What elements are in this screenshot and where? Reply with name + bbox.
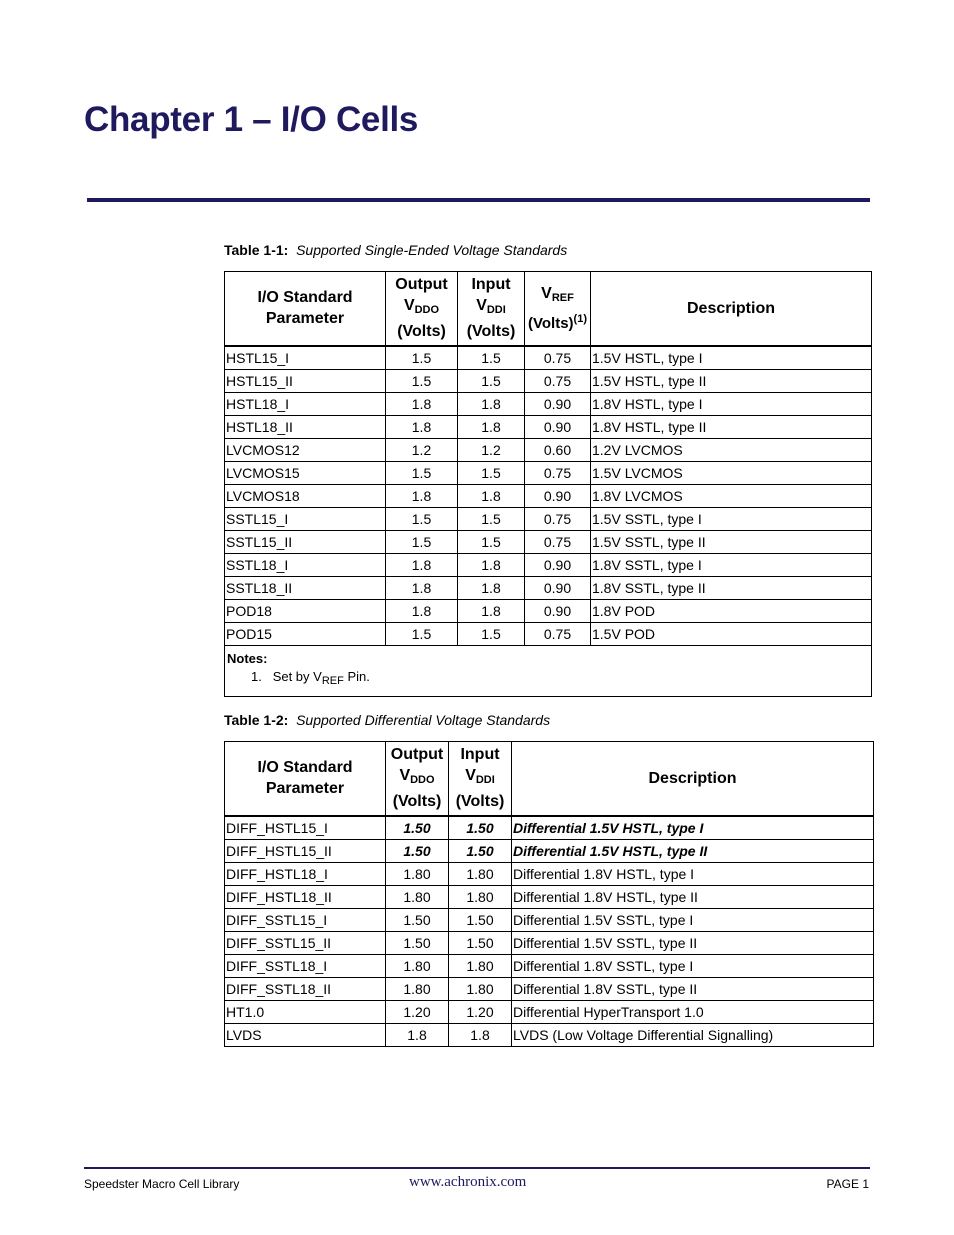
cell-input-vddi: 1.5: [458, 346, 525, 370]
cell-description: LVDS (Low Voltage Differential Signalling): [512, 1023, 874, 1046]
cell-description: 1.5V SSTL, type II: [591, 530, 872, 553]
footnote-ref: (1): [573, 312, 587, 325]
cell-input-vddi: 1.5: [458, 461, 525, 484]
cell-input-vddi: 1.50: [449, 931, 512, 954]
footer-page-number: PAGE 1: [826, 1177, 869, 1191]
cell-parameter: DIFF_HSTL15_I: [225, 816, 386, 840]
cell-input-vddi: 1.8: [458, 415, 525, 438]
cell-input-vddi: 1.2: [458, 438, 525, 461]
table2-header-description: Description: [512, 742, 874, 816]
cell-parameter: SSTL15_II: [225, 530, 386, 553]
cell-parameter: DIFF_HSTL18_II: [225, 885, 386, 908]
cell-parameter: LVCMOS18: [225, 484, 386, 507]
cell-parameter: HSTL15_II: [225, 369, 386, 392]
cell-input-vddi: 1.5: [458, 369, 525, 392]
cell-vref: 0.75: [525, 507, 591, 530]
cell-input-vddi: 1.8: [458, 392, 525, 415]
header-text: Parameter: [265, 780, 345, 798]
cell-description: 1.8V HSTL, type II: [591, 415, 872, 438]
header-subscript: DDI: [475, 774, 495, 787]
cell-output-vddo: 1.5: [386, 622, 458, 645]
header-text: (Volts): [397, 323, 446, 341]
cell-parameter: HSTL15_I: [225, 346, 386, 370]
header-text: Parameter: [265, 310, 345, 328]
differential-table: [224, 741, 874, 1047]
cell-description: 1.8V POD: [591, 599, 872, 622]
cell-description: Differential 1.8V SSTL, type I: [512, 954, 874, 977]
table-row: [225, 461, 872, 484]
table-row: [225, 954, 874, 977]
cell-description: Differential 1.8V HSTL, type II: [512, 885, 874, 908]
cell-parameter: POD15: [225, 622, 386, 645]
cell-description: Differential HyperTransport 1.0: [512, 1000, 874, 1023]
cell-description: 1.5V SSTL, type I: [591, 507, 872, 530]
cell-vref: 0.75: [525, 622, 591, 645]
cell-vref: 0.75: [525, 369, 591, 392]
table1-caption-text: Supported Single-Ended Voltage Standards: [296, 242, 568, 258]
table1-header-param: [225, 272, 386, 346]
header-text: [449, 765, 511, 791]
cell-vref: 0.90: [525, 484, 591, 507]
table2-header-param: [225, 742, 386, 816]
table1-header-vref: [525, 272, 591, 346]
cell-vref: 0.60: [525, 438, 591, 461]
header-text: I/O Standard: [257, 759, 353, 777]
cell-description: 1.8V SSTL, type I: [591, 553, 872, 576]
header-text: V: [541, 284, 552, 302]
cell-description: Differential 1.5V HSTL, type I: [512, 816, 874, 840]
cell-input-vddi: 1.8: [458, 553, 525, 576]
table-row: [225, 931, 874, 954]
cell-input-vddi: 1.8: [458, 484, 525, 507]
header-text: V: [403, 297, 415, 315]
cell-parameter: SSTL18_I: [225, 553, 386, 576]
cell-parameter: DIFF_HSTL18_I: [225, 862, 386, 885]
header-text: V: [476, 297, 487, 315]
title-divider: [87, 198, 870, 202]
cell-input-vddi: 1.8: [458, 576, 525, 599]
header-text: (Volts): [527, 314, 574, 332]
table-row: [225, 392, 872, 415]
cell-vref: 0.75: [525, 530, 591, 553]
cell-input-vddi: 1.5: [458, 507, 525, 530]
cell-input-vddi: 1.50: [449, 908, 512, 931]
table-row: [225, 839, 874, 862]
table1-header-description: Description: [591, 272, 872, 346]
cell-output-vddo: 1.8: [386, 484, 458, 507]
header-text: [525, 309, 590, 334]
notes-title: Notes:: [227, 650, 268, 666]
header-text: [525, 283, 590, 309]
table-row: [225, 977, 874, 1000]
table-row: [225, 553, 872, 576]
footer-divider: [84, 1167, 870, 1169]
table-row: [225, 862, 874, 885]
cell-output-vddo: 1.50: [386, 908, 449, 931]
header-text: V: [465, 767, 476, 785]
table-row: [225, 908, 874, 931]
cell-description: 1.8V SSTL, type II: [591, 576, 872, 599]
header-subscript: REF: [551, 291, 574, 304]
table2-header-input: [449, 742, 512, 816]
table2-header-output: [386, 742, 449, 816]
table-row: [225, 1023, 874, 1046]
cell-parameter: HT1.0: [225, 1000, 386, 1023]
cell-description: 1.2V LVCMOS: [591, 438, 872, 461]
table2-caption: [224, 712, 550, 728]
cell-vref: 0.90: [525, 576, 591, 599]
table-row: [225, 530, 872, 553]
cell-input-vddi: 1.5: [458, 622, 525, 645]
table-row: [225, 369, 872, 392]
cell-description: 1.5V POD: [591, 622, 872, 645]
cell-input-vddi: 1.80: [449, 885, 512, 908]
footer-doc-title: Speedster Macro Cell Library: [84, 1177, 240, 1191]
table1-header-row: [225, 272, 872, 346]
cell-description: Differential 1.5V HSTL, type II: [512, 839, 874, 862]
cell-output-vddo: 1.8: [386, 415, 458, 438]
cell-output-vddo: 1.5: [386, 507, 458, 530]
cell-parameter: DIFF_HSTL15_II: [225, 839, 386, 862]
cell-output-vddo: 1.50: [386, 839, 449, 862]
table-row: [225, 599, 872, 622]
cell-input-vddi: 1.50: [449, 816, 512, 840]
cell-vref: 0.90: [525, 599, 591, 622]
table2-header-row: [225, 742, 874, 816]
cell-description: Differential 1.8V SSTL, type II: [512, 977, 874, 1000]
cell-parameter: LVDS: [225, 1023, 386, 1046]
table-row: [225, 816, 874, 840]
header-subscript: DDI: [486, 304, 506, 317]
header-text: [386, 295, 457, 321]
cell-output-vddo: 1.8: [386, 553, 458, 576]
cell-description: Differential 1.5V SSTL, type II: [512, 931, 874, 954]
cell-input-vddi: 1.50: [449, 839, 512, 862]
cell-vref: 0.75: [525, 461, 591, 484]
header-text: [386, 765, 448, 791]
cell-parameter: LVCMOS15: [225, 461, 386, 484]
header-subscript: DDO: [410, 774, 435, 787]
header-text: Output: [395, 276, 448, 294]
note-item: [227, 668, 869, 690]
table2-caption-text: Supported Differential Voltage Standards: [296, 712, 551, 728]
cell-parameter: LVCMOS12: [225, 438, 386, 461]
cell-parameter: DIFF_SSTL15_I: [225, 908, 386, 931]
header-text: (Volts): [455, 793, 505, 811]
cell-output-vddo: 1.5: [386, 369, 458, 392]
cell-parameter: DIFF_SSTL18_I: [225, 954, 386, 977]
cell-description: Differential 1.5V SSTL, type I: [512, 908, 874, 931]
cell-vref: 0.90: [525, 392, 591, 415]
cell-output-vddo: 1.80: [386, 977, 449, 1000]
cell-input-vddi: 1.80: [449, 862, 512, 885]
cell-parameter: DIFF_SSTL15_II: [225, 931, 386, 954]
cell-output-vddo: 1.5: [386, 461, 458, 484]
cell-description: 1.5V HSTL, type I: [591, 346, 872, 370]
cell-input-vddi: 1.8: [449, 1023, 512, 1046]
cell-input-vddi: 1.80: [449, 977, 512, 1000]
table-row: [225, 507, 872, 530]
table-row: [225, 576, 872, 599]
cell-parameter: HSTL18_II: [225, 415, 386, 438]
footer-website-link[interactable]: www.achronix.com: [409, 1174, 527, 1190]
cell-input-vddi: 1.80: [449, 954, 512, 977]
table-row: [225, 885, 874, 908]
cell-output-vddo: 1.80: [386, 954, 449, 977]
table-row: [225, 622, 872, 645]
header-subscript: DDO: [414, 304, 440, 317]
cell-parameter: POD18: [225, 599, 386, 622]
cell-vref: 0.90: [525, 553, 591, 576]
table-row: [225, 438, 872, 461]
cell-input-vddi: 1.20: [449, 1000, 512, 1023]
table-row: [225, 1000, 874, 1023]
cell-vref: 0.90: [525, 415, 591, 438]
cell-output-vddo: 1.50: [386, 816, 449, 840]
table1-caption: [224, 242, 567, 258]
cell-input-vddi: 1.5: [458, 530, 525, 553]
cell-output-vddo: 1.8: [386, 576, 458, 599]
header-text: Input: [460, 746, 500, 764]
cell-description: 1.8V HSTL, type I: [591, 392, 872, 415]
table-row: [225, 415, 872, 438]
cell-description: 1.5V LVCMOS: [591, 461, 872, 484]
note-subscript: REF: [321, 674, 344, 687]
table1-notes: [225, 645, 872, 696]
table1-header-output: [386, 272, 458, 346]
table-row: [225, 484, 872, 507]
header-text: (Volts): [392, 793, 442, 811]
cell-output-vddo: 1.2: [386, 438, 458, 461]
cell-output-vddo: 1.80: [386, 862, 449, 885]
note-text: Pin.: [343, 668, 370, 684]
cell-output-vddo: 1.50: [386, 931, 449, 954]
cell-output-vddo: 1.8: [386, 392, 458, 415]
header-text: Input: [471, 276, 511, 294]
cell-parameter: DIFF_SSTL18_II: [225, 977, 386, 1000]
header-text: (Volts): [466, 323, 516, 341]
cell-output-vddo: 1.80: [386, 885, 449, 908]
table-row: [225, 346, 872, 370]
header-text: Output: [390, 746, 444, 764]
cell-description: Differential 1.8V HSTL, type I: [512, 862, 874, 885]
header-text: [458, 295, 524, 321]
cell-description: 1.5V HSTL, type II: [591, 369, 872, 392]
cell-output-vddo: 1.8: [386, 1023, 449, 1046]
cell-parameter: HSTL18_I: [225, 392, 386, 415]
header-text: V: [399, 767, 411, 785]
cell-description: 1.8V LVCMOS: [591, 484, 872, 507]
table2-label: Table 1-2:: [224, 712, 289, 728]
chapter-title: Chapter 1 – I/O Cells: [84, 100, 419, 139]
note-text: Set by V: [272, 668, 322, 684]
cell-output-vddo: 1.5: [386, 346, 458, 370]
cell-input-vddi: 1.8: [458, 599, 525, 622]
cell-output-vddo: 1.8: [386, 599, 458, 622]
cell-parameter: SSTL18_II: [225, 576, 386, 599]
table1-label: Table 1-1:: [224, 242, 289, 258]
header-text: I/O Standard: [257, 289, 353, 307]
cell-vref: 0.75: [525, 346, 591, 370]
cell-output-vddo: 1.20: [386, 1000, 449, 1023]
cell-parameter: SSTL15_I: [225, 507, 386, 530]
table1-header-input: [458, 272, 525, 346]
note-number: 1.: [251, 668, 262, 684]
cell-output-vddo: 1.5: [386, 530, 458, 553]
table1-notes-row: [225, 645, 872, 696]
single-ended-table: [224, 271, 872, 697]
